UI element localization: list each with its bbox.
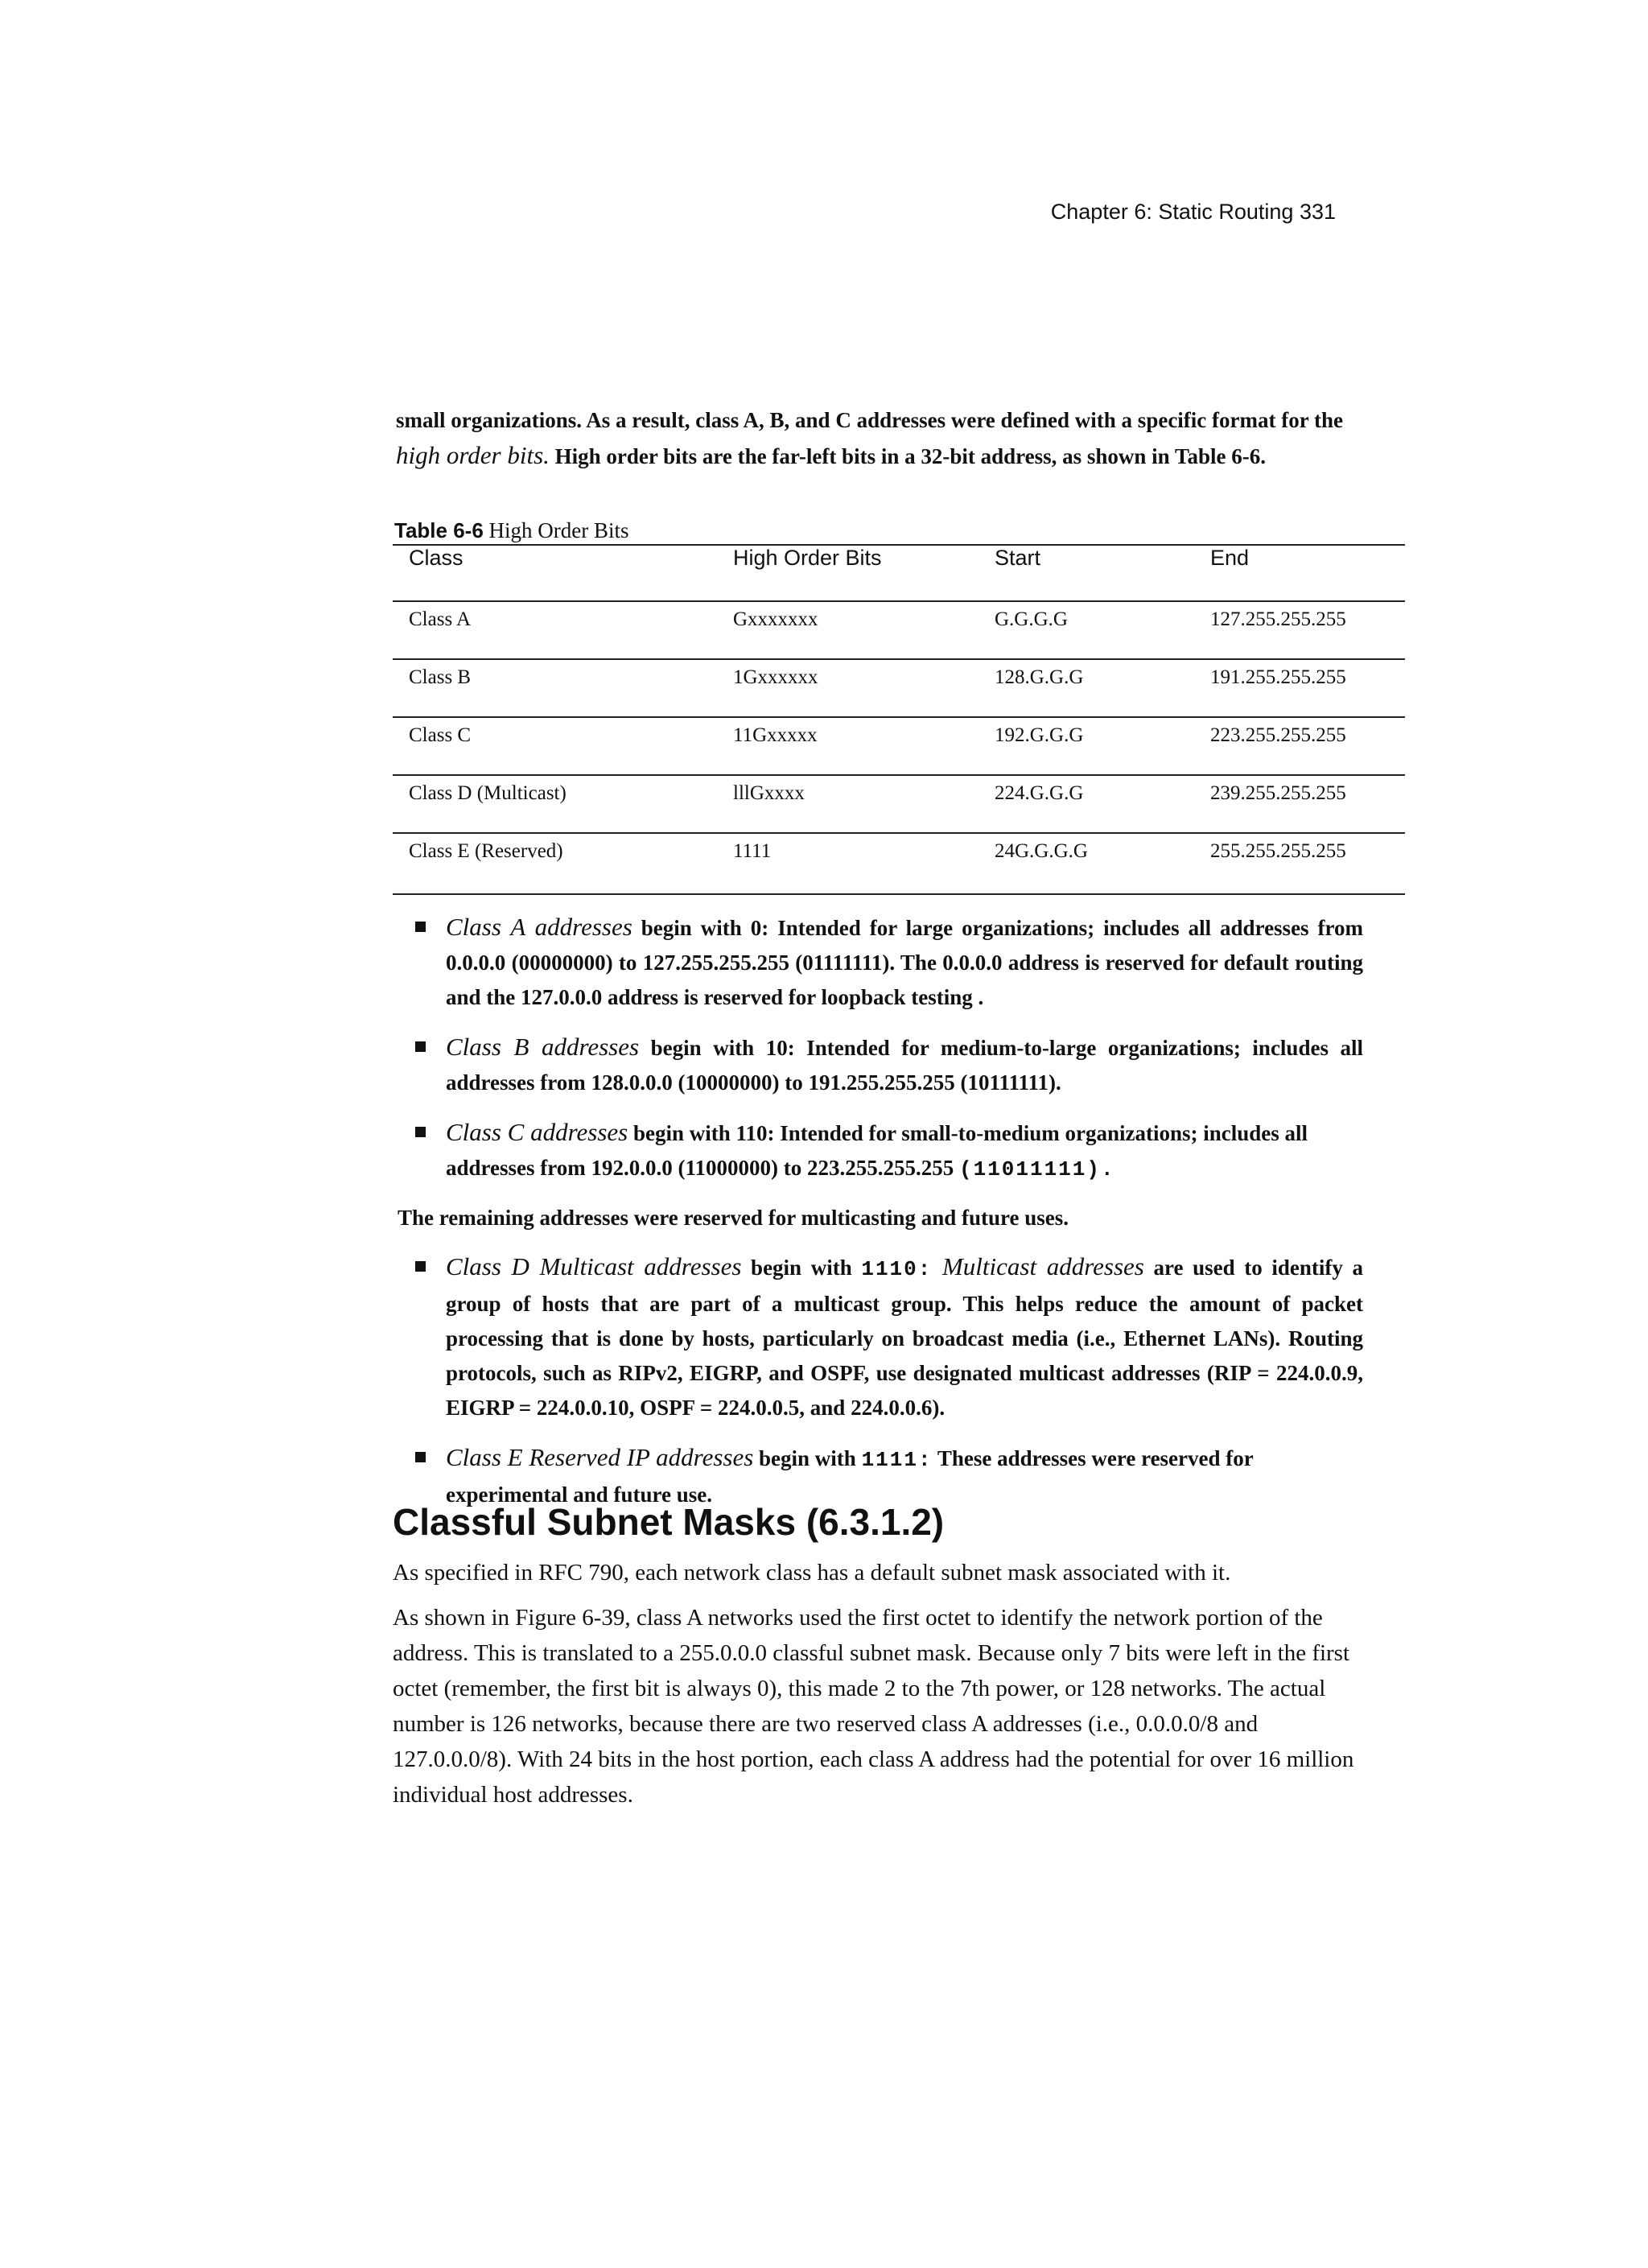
table-cell: 1Gxxxxxx [717, 659, 978, 717]
body-paragraph: As shown in Figure 6-39, class A networks used the first octet to identify the network portion of the address. This is translated to a 255.0.0.0 classful subnet mask. Because only 7 bits were left in the first octet (remember, the first bit is always 0), this made 2 to the 7th power, or 128 networks. The actual number is 126 networks, because there are two reserved class A addresses (i.e., 0.0.0.0/8 and 127.0.0.0/8). With 24 bits in the host portion, each class A address had the potential for over 16 million individual host addresses. [393, 1605, 1354, 1808]
square-bullet-icon [415, 1261, 426, 1272]
table-row [393, 659, 1405, 717]
table-caption-label: Table 6-6 [394, 518, 484, 542]
column-header-high-order-bits: High Order Bits [717, 545, 978, 601]
reserved-class-list [415, 1249, 1363, 1527]
remaining-addresses-line: The remaining addresses were reserved for multicasting and future uses. [398, 1206, 1069, 1230]
high-order-bits-table [393, 544, 1405, 895]
bullet-mono-text: (11011111). [958, 1157, 1115, 1181]
bullet-emphasis: Class C addresses [446, 1118, 628, 1146]
table-cell: 24G.G.G.G [978, 833, 1194, 894]
bullet-emphasis: Class A addresses [446, 913, 632, 941]
column-header-class: Class [393, 545, 717, 601]
bullet-emphasis: Class E Reserved IP addresses [446, 1443, 754, 1471]
bullet-text: begin with [753, 1446, 862, 1470]
bullet-text: are used to identify a group of hosts that are part of a multicast group. This helps reduce the amount of packet processing that is done by hosts, particularly on broadcast media (i.e., Ethernet LANs). Routing protocols, such as RIPv2, EIGRP, and OSPF, use designated multicast addresses (RIP = 224.0.0.9, EIGRP = 224.0.0.10, OSPF = 224.0.0.5, and 224.0.0.6). [446, 1256, 1363, 1420]
list-item [415, 1249, 1363, 1425]
intro-paragraph [396, 402, 1362, 474]
table-cell: 255.255.255.255 [1194, 833, 1405, 894]
table-cell: Class E (Reserved) [393, 833, 717, 894]
table-row [393, 717, 1405, 775]
table-row [393, 833, 1405, 894]
running-header: Chapter 6: Static Routing 331 [1050, 200, 1336, 224]
bullet-text: begin with 110: Intended for small-to-medium organizations; includes all addresses from 192.0.0.0 (11000000) to 223.255.255.255 [446, 1121, 1308, 1180]
square-bullet-icon [415, 922, 426, 932]
square-bullet-icon [415, 1127, 426, 1137]
intro-emphasis: high order bits. [396, 441, 550, 469]
bullet-text: These addresses were reserved for experimental and future use. [446, 1446, 1254, 1507]
table-cell: 192.G.G.G [978, 717, 1194, 775]
bullet-mono-text: 1111: [861, 1448, 933, 1472]
table-cell: Class A [393, 601, 717, 659]
table-cell: 191.255.255.255 [1194, 659, 1405, 717]
table-cell: G.G.G.G [978, 601, 1194, 659]
table-row [393, 775, 1405, 833]
column-header-end: End [1194, 545, 1405, 601]
intro-text-2: High order bits are the far-left bits in a 32-bit address, as shown in Table 6-6. [549, 444, 1266, 468]
table-row [393, 601, 1405, 659]
list-item [415, 1029, 1363, 1100]
bullet-text: begin with 0: Intended for large organizations; includes all addresses from 0.0.0.0 (00000000) to 127.255.255.255 (01111111). The 0.0.0.0 address is reserved for default routing and the 127.0.0.0 address is reserved for loopback testing . [446, 916, 1364, 1009]
bullet-text: begin with [741, 1256, 862, 1280]
bullet-emphasis: Class B addresses [446, 1033, 640, 1061]
list-item [415, 909, 1363, 1015]
table-caption [394, 518, 629, 543]
table-cell: 1111 [717, 833, 978, 894]
table-cell: lllGxxxx [717, 775, 978, 833]
bullet-emphasis: Class D Multicast addresses [446, 1252, 742, 1280]
square-bullet-icon [415, 1041, 426, 1052]
bullet-mono-text: 1110: [861, 1257, 933, 1281]
section-title: Classful Subnet Masks (6.3.1.2) [393, 1501, 945, 1543]
list-item [415, 1115, 1363, 1187]
bullet-emphasis: Multicast addresses [932, 1252, 1144, 1280]
table-header-row [393, 545, 1405, 601]
table-cell: Class D (Multicast) [393, 775, 717, 833]
table-cell: 224.G.G.G [978, 775, 1194, 833]
square-bullet-icon [415, 1452, 426, 1462]
table-cell: Gxxxxxxx [717, 601, 978, 659]
table-cell: Class C [393, 717, 717, 775]
table-cell: 239.255.255.255 [1194, 775, 1405, 833]
table-caption-title: High Order Bits [483, 518, 629, 542]
table-cell: 223.255.255.255 [1194, 717, 1405, 775]
body-paragraph: As specified in RFC 790, each network class has a default subnet mask associated with it. [393, 1560, 1231, 1586]
column-header-start: Start [978, 545, 1194, 601]
bullet-text: begin with 10: Intended for medium-to-large organizations; includes all addresses from 128.0.0.0 (10000000) to 191.255.255.255 (10111111). [446, 1036, 1363, 1095]
address-class-list [415, 909, 1363, 1202]
table-cell: 127.255.255.255 [1194, 601, 1405, 659]
table-cell: 11Gxxxxx [717, 717, 978, 775]
intro-text-1: small organizations. As a result, class A, B, and C addresses were defined with a specific format for the [396, 408, 1343, 432]
table-cell: 128.G.G.G [978, 659, 1194, 717]
table-cell: Class B [393, 659, 717, 717]
